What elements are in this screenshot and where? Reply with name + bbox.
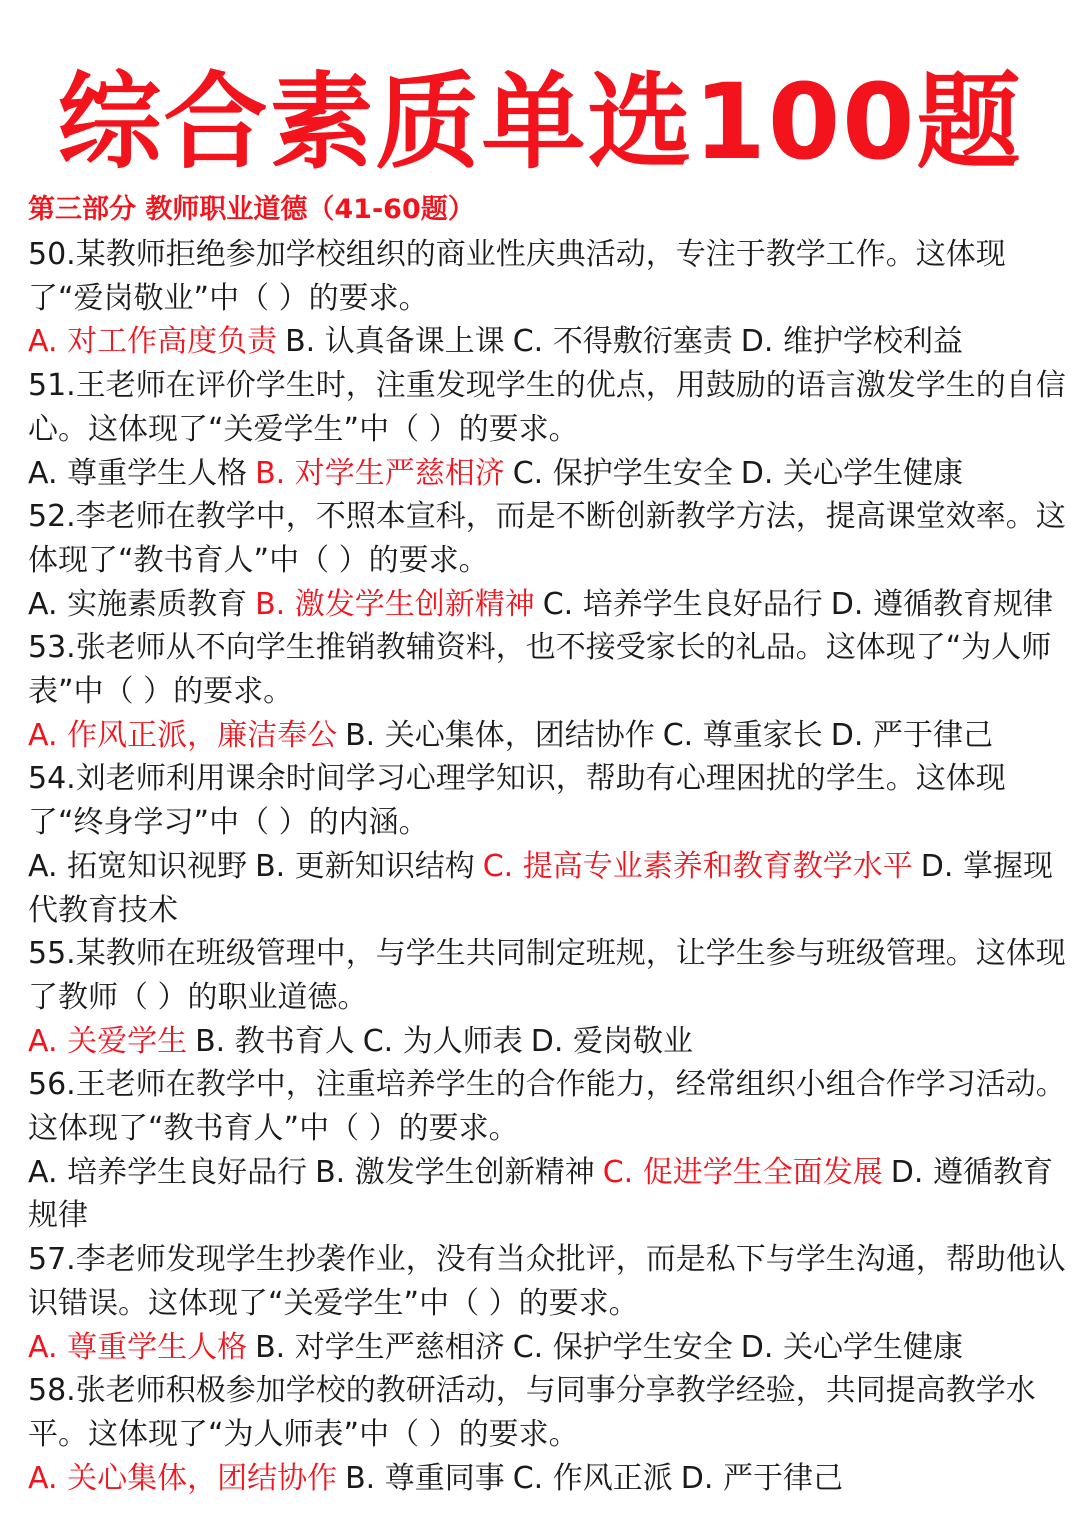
correct-option: B. 对学生严慈相济 [255, 455, 505, 491]
answer-options [28, 1151, 1068, 1238]
answer-options [28, 1457, 1068, 1501]
option: C. 不得敷衍塞责 [512, 324, 733, 360]
question-item [28, 495, 1068, 626]
option: D. 维护学校利益 [740, 324, 963, 360]
correct-option: C. 提高专业素养和教育教学水平 [482, 848, 913, 884]
option: C. 保护学生安全 [512, 455, 733, 491]
option: C. 培养学生良好品行 [542, 586, 823, 622]
question-text: 55.某教师在班级管理中，与学生共同制定班规，让学生参与班级管理。这体现了教师（ ）的职业道德。 [28, 936, 1066, 1015]
option: D. 关心学生健康 [740, 455, 963, 491]
option: D. 爱岗敬业 [530, 1023, 693, 1059]
question-text: 53.张老师从不向学生推销教辅资料，也不接受家长的礼品。这体现了“为人师表”中（ ）的要求。 [28, 630, 1052, 710]
section-heading: 第三部分 教师职业道德（41-60题） [28, 194, 475, 225]
option: C. 保护学生安全 [512, 1329, 733, 1365]
question-text: 51.王老师在评价学生时，注重发现学生的优点，用鼓励的语言激发学生的自信心。这体现了“关爱学生”中（ ）的要求。 [28, 368, 1066, 447]
question-text: 57.李老师发现学生抄袭作业，没有当众批评，而是私下与学生沟通，帮助他认识错误。这体现了“关爱学生”中（ ）的要求。 [28, 1242, 1066, 1321]
option: C. 尊重家长 [662, 717, 823, 753]
question-item [28, 1238, 1068, 1369]
question-text: 56.王老师在教学中，注重培养学生的合作能力，经常组织小组合作学习活动。这体现了“教书育人”中（ ）的要求。 [28, 1067, 1066, 1147]
answer-options [28, 845, 1068, 932]
option: D. 遵循教育规律 [28, 1154, 1053, 1234]
question-item [28, 1369, 1068, 1500]
question-text: 52.李老师在教学中，不照本宣科，而是不断创新教学方法，提高课堂效率。这体现了“教书育人”中（ ）的要求。 [28, 499, 1066, 578]
question-item [28, 626, 1068, 757]
question-item [28, 233, 1068, 364]
option: D. 掌握现代教育技术 [28, 848, 1053, 928]
correct-option: A. 作风正派，廉洁奉公 [28, 717, 338, 753]
option: B. 激发学生创新精神 [315, 1154, 595, 1190]
option: D. 严于律己 [830, 717, 993, 753]
option: B. 尊重同事 [345, 1460, 505, 1496]
correct-option: A. 尊重学生人格 [28, 1329, 248, 1365]
option: A. 实施素质教育 [28, 586, 248, 622]
question-item [28, 757, 1068, 932]
option: D. 严于律己 [680, 1460, 843, 1496]
question-text: 58.张老师积极参加学校的教研活动，与同事分享教学经验，共同提高教学水平。这体现了“为人师表”中（ ）的要求。 [28, 1373, 1036, 1452]
answer-options [28, 320, 1068, 364]
correct-option: A. 对工作高度负责 [28, 324, 278, 360]
option: A. 尊重学生人格 [28, 455, 248, 491]
correct-option: A. 关心集体，团结协作 [28, 1460, 338, 1496]
option: A. 培养学生良好品行 [28, 1154, 308, 1190]
page-title: 综合素质单选100题 [57, 61, 1023, 183]
question-text: 50.某教师拒绝参加学校组织的商业性庆典活动，专注于教学工作。这体现了“爱岗敬业”中（ ）的要求。 [28, 237, 1006, 316]
answer-options [28, 583, 1068, 627]
option: C. 为人师表 [362, 1023, 523, 1059]
answer-options [28, 1020, 1068, 1064]
answer-options [28, 714, 1068, 758]
option: D. 关心学生健康 [740, 1329, 963, 1365]
question-list [28, 233, 1068, 1500]
correct-option: A. 关爱学生 [28, 1023, 188, 1059]
correct-option: C. 促进学生全面发展 [602, 1154, 883, 1190]
correct-option: B. 激发学生创新精神 [255, 586, 535, 622]
option: C. 作风正派 [512, 1460, 673, 1496]
answer-options [28, 452, 1068, 496]
question-text: 54.刘老师利用课余时间学习心理学知识，帮助有心理困扰的学生。这体现了“终身学习”中（ ）的内涵。 [28, 761, 1006, 841]
question-item [28, 932, 1068, 1063]
option: B. 更新知识结构 [255, 848, 475, 884]
question-item [28, 1063, 1068, 1238]
option: B. 关心集体，团结协作 [345, 717, 655, 753]
answer-options [28, 1326, 1068, 1370]
option: B. 认真备课上课 [285, 324, 505, 360]
question-item [28, 364, 1068, 495]
option: D. 遵循教育规律 [830, 586, 1053, 622]
option: A. 拓宽知识视野 [28, 848, 248, 884]
option: B. 教书育人 [195, 1023, 355, 1059]
option: B. 对学生严慈相济 [255, 1329, 505, 1365]
